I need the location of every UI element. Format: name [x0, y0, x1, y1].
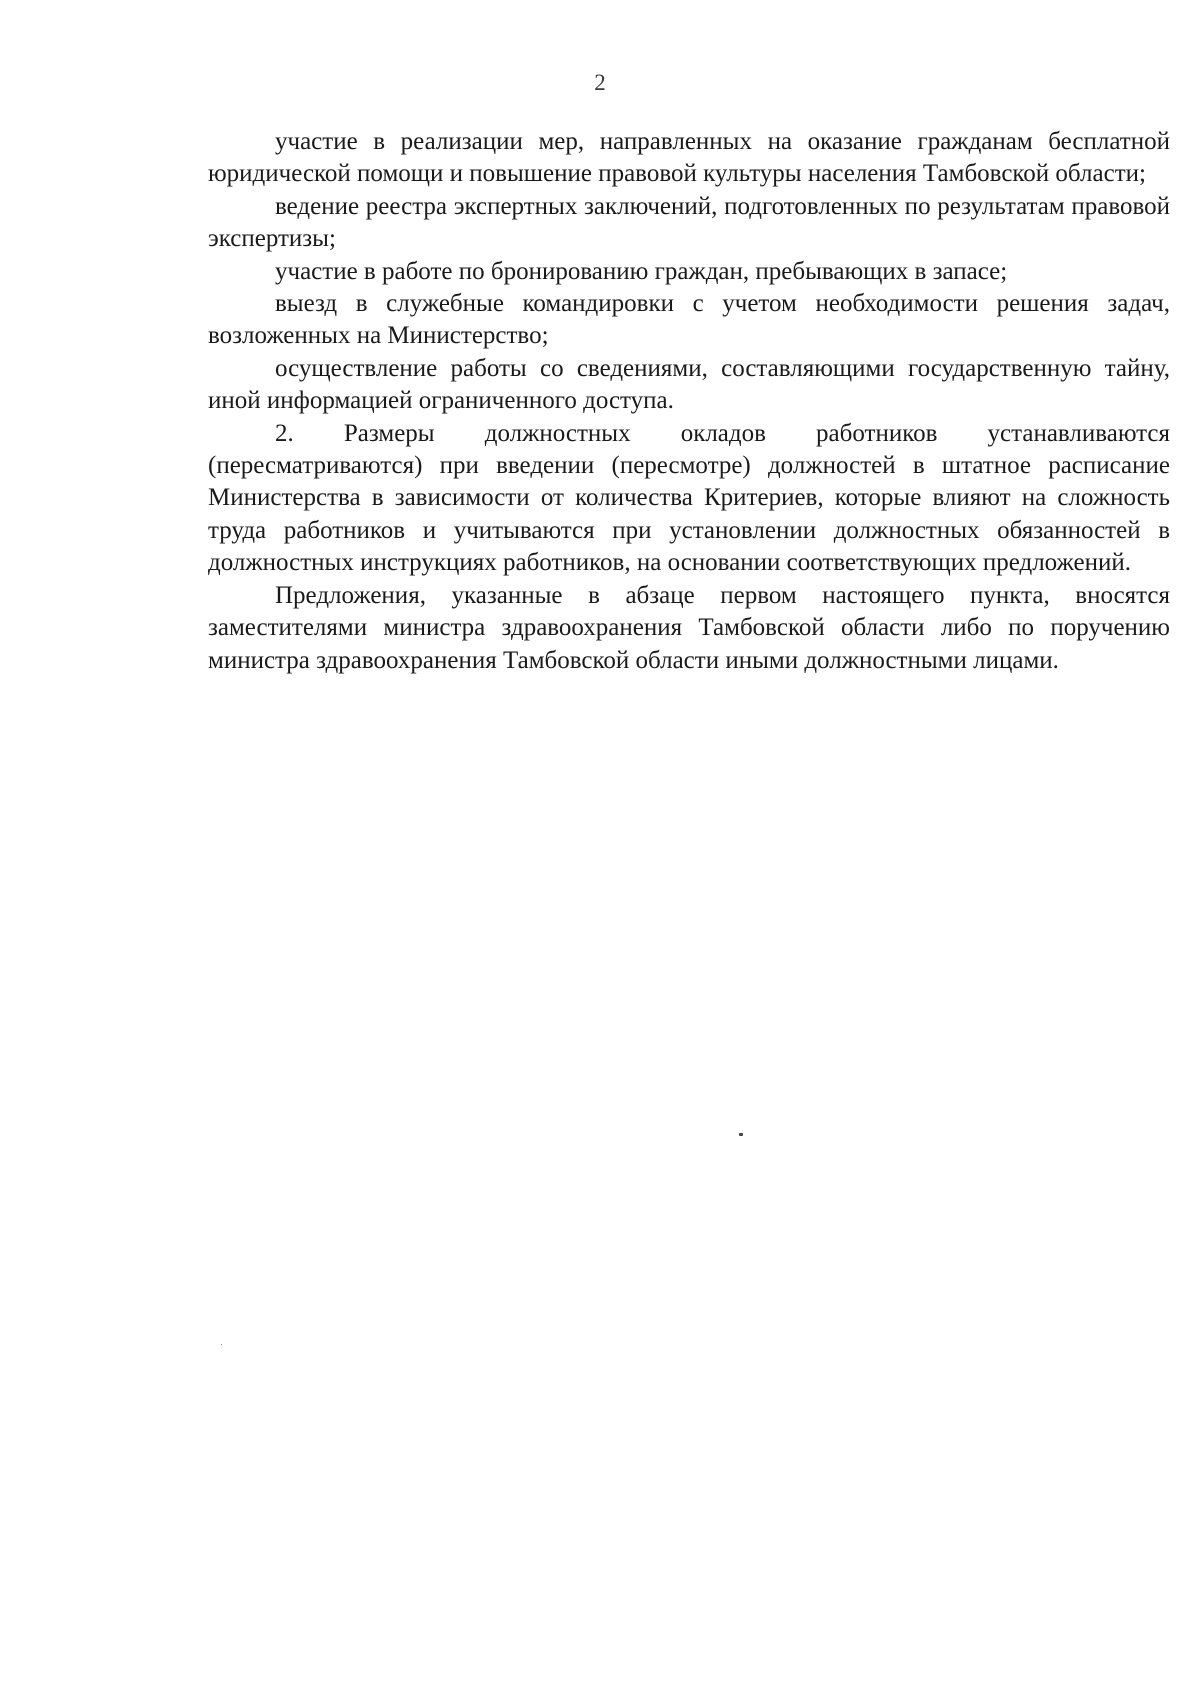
page-number: 2 [594, 70, 606, 95]
paragraph-reservation: участие в работе по бронированию граждан, пребывающих в запасе; [275, 257, 1008, 285]
paragraph-business-trips: выезд в служебные командировки с учетом необходимости решения задач, возложенных на Министерство; [208, 290, 1170, 350]
paragraph-salary-sizes: 2. Размеры должностных окладов работников устанавливаются (пересматриваются) при введении (пересмотре) должностей в штатное расписание Министерства в зависимости от количества Критериев, которые влияют на сложность труда работников и учитываются при установлении должностных обязанностей в должностных инструкциях работников, на основании соответствующих предложений. [208, 419, 1170, 577]
document-body [208, 126, 1170, 677]
scan-speck-faint [221, 1344, 222, 1345]
paragraph-legal-aid: участие в реализации мер, направленных на оказание гражданам бесплатной юридической помощи и повышение правовой культуры населения Тамбовской области; [208, 128, 1170, 188]
scan-speck [739, 1133, 743, 1136]
paragraph-state-secret: осуществление работы со сведениями, составляющими государственную тайну, иной информацией ограниченного доступа. [208, 354, 1170, 415]
paragraph-expert-registry: ведение реестра экспертных заключений, подготовленных по результатам правовой экспертизы; [208, 192, 1170, 253]
paragraph-proposals: Предложения, указанные в абзаце первом настоящего пункта, вносятся заместителями министра здравоохранения Тамбовской области либо по поручению министра здравоохранения Тамбовской области иными должностными лицами. [208, 581, 1170, 674]
